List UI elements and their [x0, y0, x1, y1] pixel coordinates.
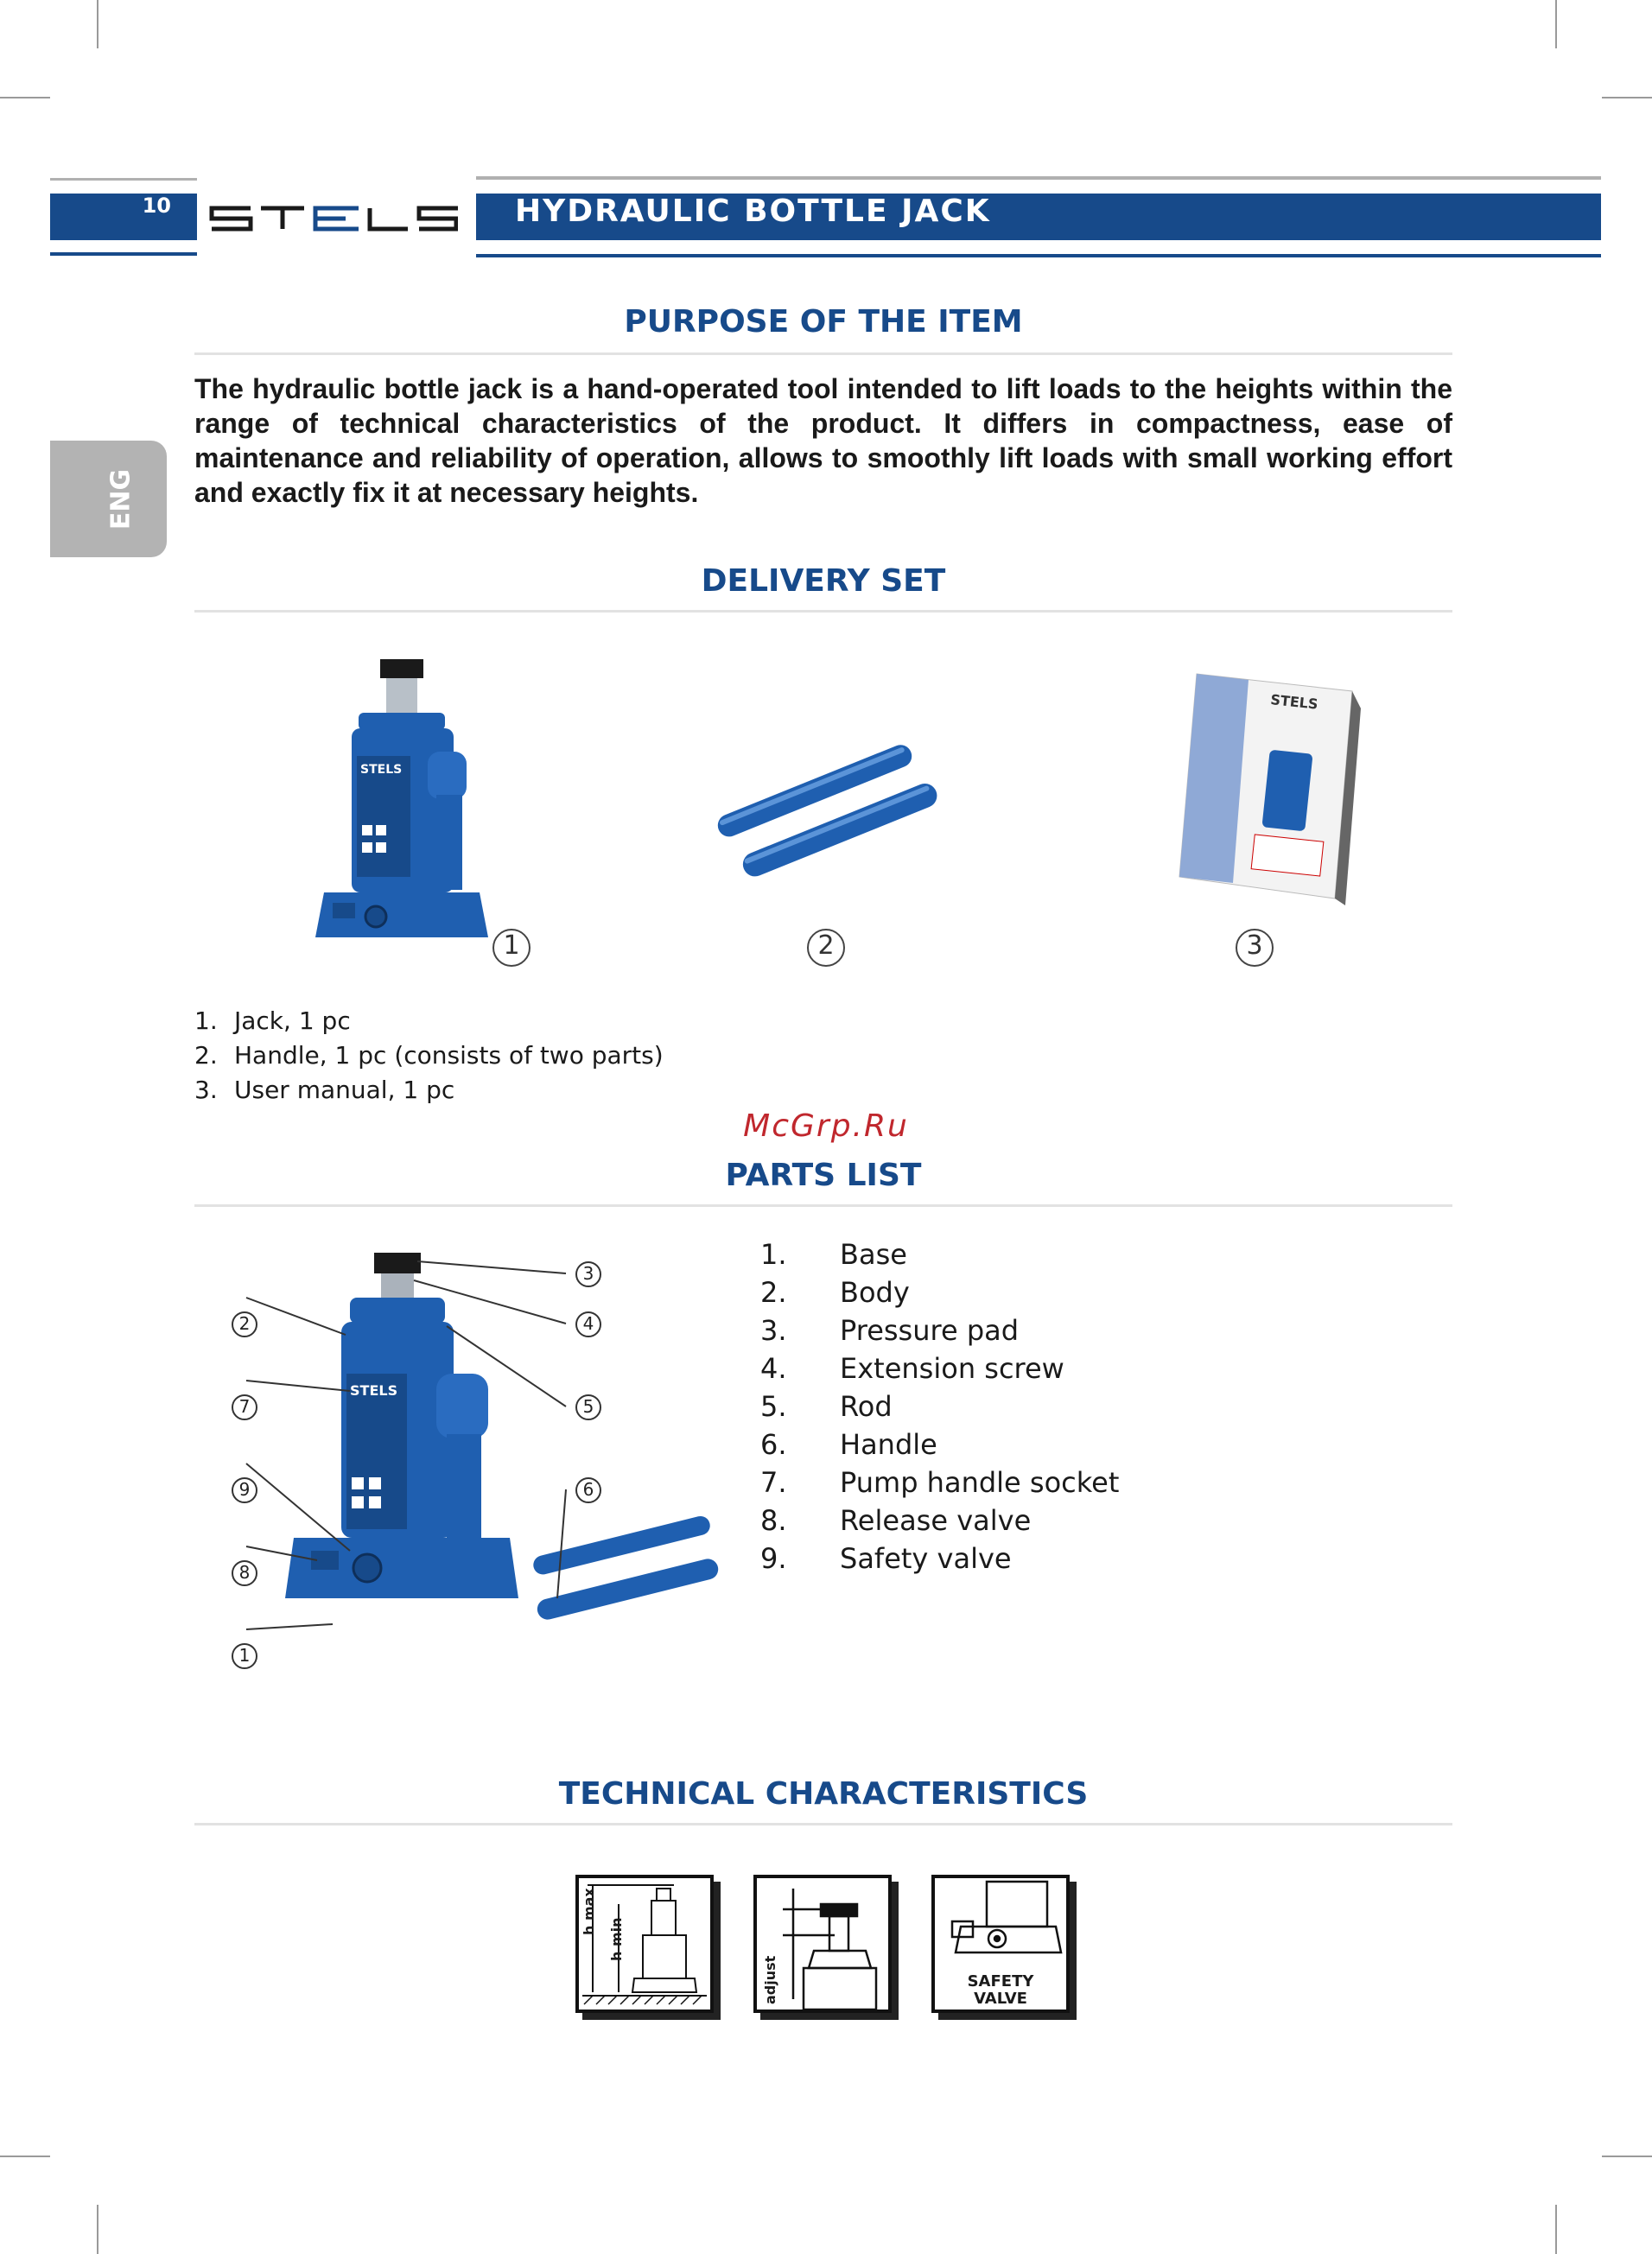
purpose-text: The hydraulic bottle jack is a hand-operated tool intended to lift loads to the heights within the range of technical characteristics of the product. It differs in compactness, ease of maintenance and reliability of operation, allows to smoothly lift loads with small working effort and exactly fix it at necessary heights.	[194, 373, 1452, 508]
crop-mark	[1555, 2205, 1557, 2254]
callout-4: 4	[575, 1311, 601, 1337]
list-item: 7. Pump handle socket	[760, 1466, 1120, 1499]
parts-list	[760, 1235, 1119, 1578]
brand-logo	[207, 206, 458, 232]
delivery-heading: DELIVERY SET	[701, 563, 946, 599]
page-title: HYDRAULIC BOTTLE JACK	[515, 194, 991, 229]
figure-number: 2	[807, 929, 845, 967]
callout-3: 3	[575, 1261, 601, 1287]
parts-heading: PARTS LIST	[725, 1158, 922, 1193]
svg-text:STELS: STELS	[360, 763, 403, 777]
crop-mark	[1602, 97, 1652, 98]
crop-mark	[97, 0, 98, 48]
list-item: 1. Jack, 1 pc	[194, 1006, 351, 1035]
crop-mark	[1555, 0, 1557, 48]
list-item: 2. Body	[760, 1276, 910, 1309]
svg-text:STELS: STELS	[350, 1382, 398, 1399]
list-item: 1. Base	[760, 1238, 907, 1271]
section-rule	[194, 610, 1452, 613]
section-rule	[194, 352, 1452, 355]
header-rule	[476, 254, 1601, 257]
callout-7: 7	[232, 1394, 257, 1420]
icon-label: h min	[608, 1917, 625, 1961]
handle-image	[713, 743, 937, 890]
list-item: 6. Handle	[760, 1428, 937, 1461]
section-rule	[194, 1823, 1452, 1825]
crop-mark	[0, 97, 50, 98]
header-rule	[50, 178, 197, 181]
icon-label: h max	[581, 1888, 597, 1935]
crop-mark	[97, 2205, 98, 2254]
callout-9: 9	[232, 1477, 257, 1503]
page-number: 10	[142, 194, 171, 218]
list-item: 9. Safety valve	[760, 1542, 1012, 1575]
section-rule	[194, 1204, 1452, 1207]
parts-diagram	[220, 1244, 739, 1676]
icon-label: adjust	[762, 1955, 778, 2004]
list-item: 2. Handle, 1 pc (consists of two parts)	[194, 1041, 664, 1070]
figure-number: 3	[1236, 929, 1274, 967]
icon-label: SAFETY VALVE	[967, 1972, 1034, 2008]
list-item: 3. User manual, 1 pc	[194, 1076, 455, 1104]
manual-image	[1162, 657, 1361, 907]
technical-heading: TECHNICAL CHARACTERISTICS	[558, 1776, 1089, 1812]
header-rule	[476, 176, 1601, 180]
delivery-list	[194, 1004, 664, 1108]
list-item: 4. Extension screw	[760, 1352, 1064, 1385]
list-item: 8. Release valve	[760, 1504, 1032, 1537]
svg-text:STELS: STELS	[1269, 691, 1319, 713]
crop-mark	[0, 2156, 50, 2157]
purpose-heading: PURPOSE OF THE ITEM	[624, 304, 1023, 340]
callout-8: 8	[232, 1560, 257, 1586]
figure-number: 1	[492, 929, 531, 967]
jack-image	[307, 652, 505, 955]
list-item: 5. Rod	[760, 1390, 893, 1423]
crop-mark	[1602, 2156, 1652, 2157]
watermark: McGrp.Ru	[743, 1108, 909, 1144]
list-item: 3. Pressure pad	[760, 1314, 1020, 1347]
brand-name	[207, 204, 208, 205]
callout-2: 2	[232, 1311, 257, 1337]
callout-6: 6	[575, 1477, 601, 1503]
language-label: ENG	[105, 468, 137, 530]
callout-5: 5	[575, 1394, 601, 1420]
callout-1: 1	[232, 1643, 257, 1669]
header-rule	[50, 252, 197, 256]
